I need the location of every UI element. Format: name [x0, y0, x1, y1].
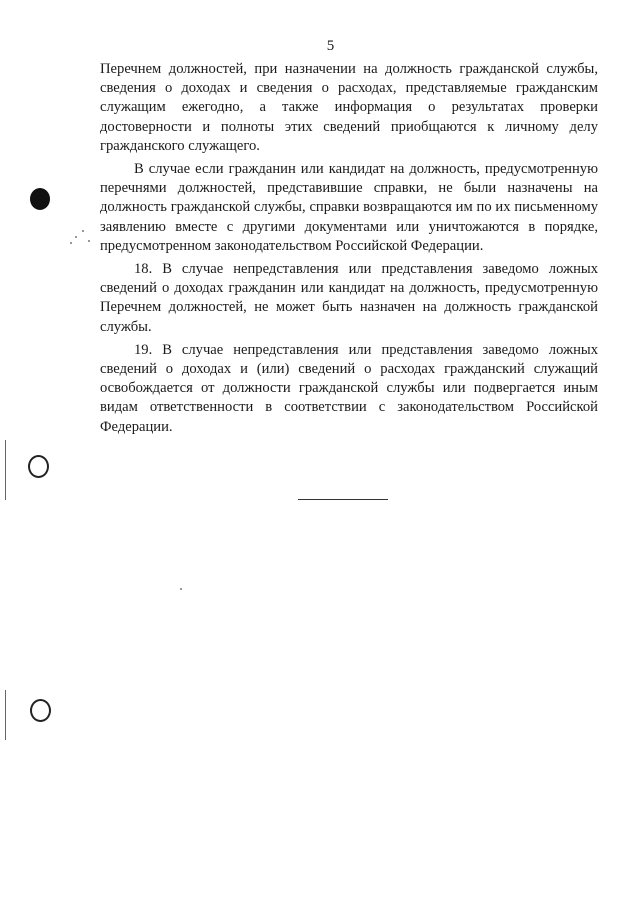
binder-hole-filled: [30, 188, 50, 210]
paragraph-return-of-documents: В случае если гражданин или кандидат на должность, предусмотренную перечнями должностей, представившие справки, не были назначены на должность гражданской службы, справки возвращаются им по их письменному заявлению вместе с другими документами или уничтожаются в порядке, предусмотренном законодательством Российской Федерации.: [100, 161, 598, 254]
document-body: [100, 60, 598, 441]
paragraph-item-18: 18. В случае непредставления или представления заведомо ложных сведений о доходах гражданин или кандидат на должность, предусмотренную Перечнем должностей, не может быть назначен на должность гражданской службы.: [100, 261, 598, 335]
scan-edge-mark-upper: [5, 440, 6, 500]
binder-hole-ring-top: [28, 455, 49, 478]
scan-speck: [180, 588, 182, 590]
paragraph-item-19: 19. В случае непредставления или представления заведомо ложных сведений о доходах и (или) сведений о расходах гражданский служащий освобождается от должности гражданской службы или подвергается иным видам ответственности в соответствии с законодательством Российской Федерации.: [100, 341, 598, 435]
scan-speck: [82, 230, 84, 232]
page-number: 5: [326, 38, 335, 54]
scan-edge-mark-lower: [5, 690, 6, 740]
scan-speck: [70, 242, 72, 244]
end-separator-line: [298, 499, 388, 500]
paragraph-continuation: Перечнем должностей, при назначении на должность гражданской службы, сведения о доходах и сведения о расходах, представляемые гражданским служащим ежегодно, а также информация о результатах проверки достоверности и полноты этих сведений приобщаются к личному делу гражданского служащего.: [100, 61, 598, 154]
scan-speck: [88, 240, 90, 242]
binder-hole-ring-bottom: [30, 699, 51, 722]
scan-speck: [75, 236, 77, 238]
